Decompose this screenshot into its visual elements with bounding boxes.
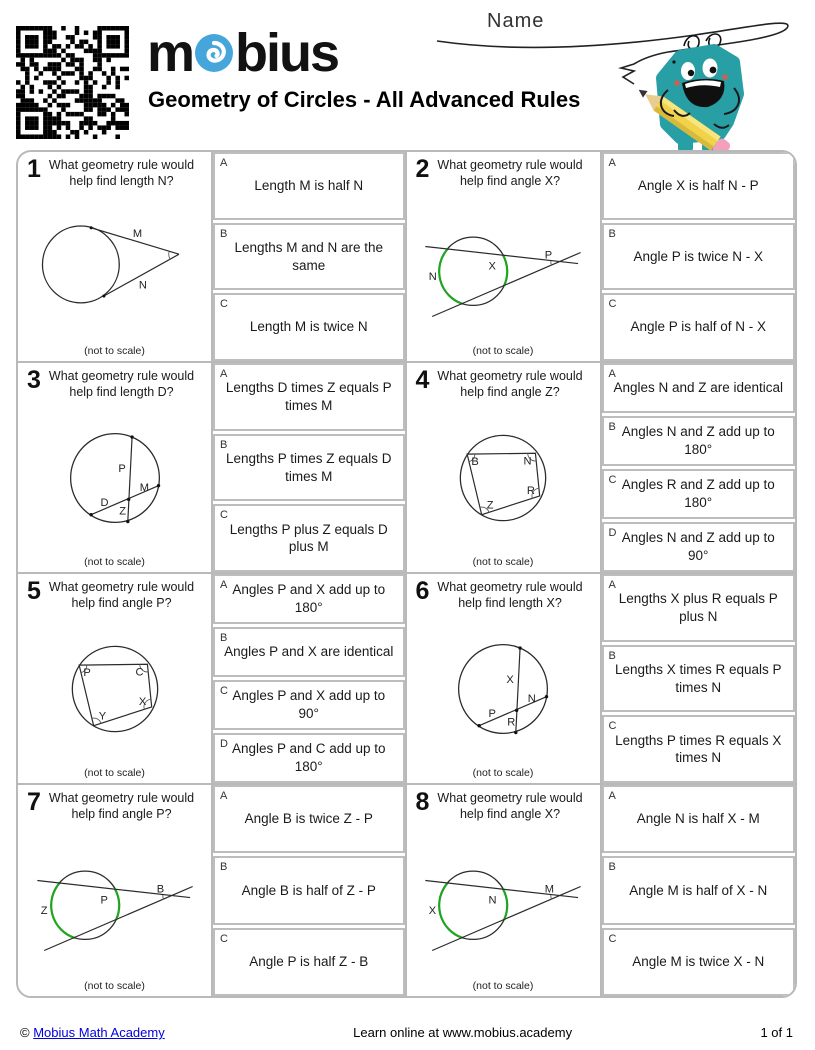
answer-box bbox=[602, 293, 796, 361]
answer-box bbox=[213, 223, 405, 291]
question-block-3 bbox=[18, 363, 407, 574]
answer-box bbox=[213, 733, 405, 783]
not-to-scale-note: (not to scale) bbox=[84, 556, 145, 568]
answer-box bbox=[213, 928, 405, 996]
question-8-area bbox=[407, 785, 602, 996]
question-block-5 bbox=[18, 574, 407, 785]
question-prompt: What geometry rule would help find angle P? bbox=[48, 580, 195, 611]
question-block-2 bbox=[407, 152, 796, 363]
answer-letter: B bbox=[608, 649, 616, 662]
not-to-scale-note: (not to scale) bbox=[84, 767, 145, 779]
answer-letter: B bbox=[220, 861, 228, 874]
question-prompt: What geometry rule would help find length N? bbox=[48, 158, 195, 189]
question-number: 3 bbox=[27, 366, 41, 394]
label-near-arc: P bbox=[99, 894, 108, 907]
answer-text: Lengths P plus Z equals D plus M bbox=[229, 521, 388, 555]
answer-letter: B bbox=[608, 861, 616, 874]
question-number: 8 bbox=[415, 788, 430, 816]
question-number: 7 bbox=[27, 788, 41, 816]
question-number: 5 bbox=[27, 577, 41, 605]
not-to-scale-note: (not to scale) bbox=[472, 767, 534, 779]
label-top-segment: M bbox=[132, 228, 142, 241]
answer-box bbox=[213, 434, 405, 502]
answer-letter: A bbox=[608, 368, 616, 380]
diagram-intersecting-chords-icon bbox=[407, 612, 600, 768]
label-right-segment: N bbox=[527, 693, 536, 706]
label-bottom-left-vertex: Y bbox=[98, 710, 106, 723]
question-block-6 bbox=[407, 574, 796, 785]
answer-letter: B bbox=[220, 438, 228, 451]
answer-text: Angles P and X add up to 90° bbox=[232, 688, 386, 721]
answer-box bbox=[213, 363, 405, 431]
answer-text: Angles N and Z add up to 90° bbox=[621, 530, 775, 563]
label-bottom-left-vertex: Z bbox=[486, 499, 494, 512]
answer-letter: C bbox=[608, 720, 617, 733]
label-left-segment: D bbox=[99, 497, 109, 510]
answer-text: Angle X is half N - P bbox=[637, 178, 759, 194]
diagram-intersecting-chords-icon bbox=[18, 401, 211, 557]
answers-column bbox=[213, 785, 405, 996]
mobius-academy-link[interactable]: Mobius Math Academy bbox=[33, 1025, 165, 1040]
answer-box bbox=[213, 152, 405, 220]
answer-text: Angle M is twice X - N bbox=[632, 954, 765, 970]
label-bottom-segment: N bbox=[138, 279, 147, 292]
label-top-right-vertex: C bbox=[134, 666, 143, 679]
label-upper-segment: P bbox=[117, 463, 126, 476]
copyright-symbol: © bbox=[20, 1025, 30, 1040]
answer-box bbox=[213, 680, 405, 730]
answer-text: Angles N and Z are identical bbox=[613, 380, 784, 396]
question-number: 4 bbox=[415, 366, 430, 394]
answer-box bbox=[213, 293, 405, 361]
answer-letter: C bbox=[608, 298, 617, 311]
label-lower-segment: R bbox=[507, 716, 516, 729]
answer-letter: A bbox=[608, 579, 616, 591]
footer-center-text: Learn online at www.mobius.academy bbox=[353, 1025, 573, 1040]
answer-text: Lengths P times R equals X times N bbox=[615, 732, 782, 766]
worksheet-title: Geometry of Circles - All Advanced Rules bbox=[148, 87, 581, 112]
diagram-tangent-lines-icon bbox=[18, 190, 211, 346]
answer-letter: C bbox=[220, 932, 228, 945]
answer-text: Angle N is half X - M bbox=[636, 811, 760, 827]
label-top-right-vertex: N bbox=[523, 455, 532, 468]
answer-letter: C bbox=[608, 474, 617, 486]
answer-letter: D bbox=[220, 738, 228, 750]
question-block-8 bbox=[407, 785, 796, 996]
answers-column bbox=[602, 152, 796, 361]
answer-letter: C bbox=[220, 509, 228, 522]
answer-text: Angle P is twice N - X bbox=[633, 248, 764, 264]
questions-grid bbox=[16, 150, 797, 998]
answer-text: Angles P and X are identical bbox=[224, 644, 394, 660]
question-block-4 bbox=[407, 363, 796, 574]
answer-box bbox=[602, 715, 796, 783]
answers-column bbox=[213, 574, 405, 783]
answer-letter: D bbox=[608, 527, 617, 539]
answer-box bbox=[602, 223, 796, 291]
question-block-1 bbox=[18, 152, 407, 363]
page-number: 1 of 1 bbox=[760, 1025, 793, 1040]
answer-letter: A bbox=[220, 579, 228, 591]
question-1-area bbox=[18, 152, 213, 361]
not-to-scale-note: (not to scale) bbox=[472, 556, 534, 568]
answer-box bbox=[602, 645, 796, 713]
label-bottom-right-vertex: R bbox=[526, 485, 535, 498]
answer-text: Angles P and C add up to 180° bbox=[231, 741, 386, 774]
question-prompt: What geometry rule would help find angle X? bbox=[437, 791, 583, 822]
answers-column bbox=[213, 363, 405, 572]
mobius-logo bbox=[147, 22, 338, 84]
diagram-secants-icon bbox=[407, 190, 600, 346]
not-to-scale-note: (not to scale) bbox=[84, 345, 145, 357]
answer-text: Lengths X plus R equals P plus N bbox=[618, 591, 778, 624]
answer-letter: B bbox=[608, 421, 616, 433]
answer-box bbox=[602, 152, 796, 220]
label-far-arc: X bbox=[428, 905, 437, 918]
label-bottom-right-vertex: X bbox=[138, 696, 146, 709]
answer-letter: A bbox=[608, 157, 616, 169]
answer-letter: C bbox=[220, 298, 228, 311]
answer-letter: A bbox=[220, 368, 228, 380]
answer-text: Length M is twice N bbox=[249, 319, 368, 335]
answer-box bbox=[602, 469, 796, 519]
label-top-left-vertex: P bbox=[82, 667, 91, 680]
answer-text: Angles P and X add up to 180° bbox=[232, 582, 386, 615]
answers-column bbox=[602, 574, 796, 783]
answer-text: Length M is half N bbox=[254, 178, 364, 194]
answer-text: Lengths P times Z equals D times M bbox=[225, 450, 392, 484]
question-prompt: What geometry rule would help find angle X? bbox=[437, 158, 583, 189]
answer-letter: B bbox=[608, 227, 616, 240]
diagram-secants-icon bbox=[407, 823, 600, 981]
question-2-area bbox=[407, 152, 602, 361]
answer-text: Lengths M and N are the same bbox=[234, 239, 384, 273]
not-to-scale-note: (not to scale) bbox=[472, 980, 534, 992]
not-to-scale-note: (not to scale) bbox=[84, 980, 145, 992]
question-4-area bbox=[407, 363, 602, 572]
label-left-segment: P bbox=[488, 708, 496, 721]
answer-box bbox=[213, 627, 405, 677]
question-3-area bbox=[18, 363, 213, 572]
question-prompt: What geometry rule would help find length X? bbox=[437, 580, 583, 611]
answer-letter: B bbox=[220, 632, 228, 644]
label-near-arc: X bbox=[488, 260, 496, 273]
answer-box bbox=[602, 522, 796, 572]
answer-box bbox=[213, 574, 405, 624]
question-block-7 bbox=[18, 785, 407, 996]
label-near-arc: N bbox=[488, 894, 497, 907]
answer-box bbox=[602, 785, 796, 853]
diagram-cyclic-quadrilateral-icon bbox=[18, 612, 211, 768]
question-6-area bbox=[407, 574, 602, 783]
label-right-segment: M bbox=[139, 482, 149, 495]
answer-box bbox=[213, 785, 405, 853]
answer-text: Angle M is half of X - N bbox=[629, 882, 768, 898]
answer-text: Lengths X times R equals P times N bbox=[614, 661, 782, 695]
copyright-line bbox=[20, 1025, 165, 1040]
label-vertex-angle: P bbox=[544, 249, 553, 262]
label-upper-segment: X bbox=[506, 674, 514, 687]
answer-letter: A bbox=[608, 790, 616, 802]
answer-box bbox=[602, 416, 796, 466]
answers-column bbox=[602, 363, 796, 572]
diagram-cyclic-quadrilateral-icon bbox=[407, 401, 600, 557]
answer-text: Angle P is half Z - B bbox=[249, 954, 369, 970]
answer-text: Angles N and Z add up to 180° bbox=[621, 424, 775, 457]
answer-box bbox=[602, 363, 796, 413]
label-vertex-angle: M bbox=[544, 883, 555, 896]
label-vertex-angle: B bbox=[156, 883, 164, 896]
answer-box bbox=[213, 504, 405, 572]
question-prompt: What geometry rule would help find angle P? bbox=[48, 791, 195, 822]
logo-o-swirl-icon bbox=[194, 24, 234, 64]
question-number: 1 bbox=[27, 155, 41, 183]
answer-box bbox=[213, 856, 405, 924]
mascot-monster-icon bbox=[622, 26, 772, 164]
page-footer bbox=[20, 1025, 793, 1040]
answer-letter: A bbox=[220, 790, 228, 802]
answer-box bbox=[602, 574, 796, 642]
question-number: 2 bbox=[415, 155, 430, 183]
answer-text: Lengths D times Z equals P times M bbox=[225, 380, 392, 413]
question-prompt: What geometry rule would help find length D? bbox=[48, 369, 195, 400]
label-top-left-vertex: B bbox=[471, 456, 479, 469]
answer-text: Angle P is half of N - X bbox=[630, 319, 767, 335]
logo-text-prefix: m bbox=[147, 23, 194, 83]
question-number: 6 bbox=[415, 577, 430, 605]
answer-text: Angle B is half of Z - P bbox=[241, 882, 376, 898]
answer-text: Angle B is twice Z - P bbox=[244, 811, 373, 827]
label-far-arc: Z bbox=[40, 905, 48, 918]
answer-letter: B bbox=[220, 227, 228, 240]
qr-code bbox=[16, 26, 129, 139]
answer-letter: C bbox=[220, 685, 228, 697]
answers-column bbox=[602, 785, 796, 996]
answer-text: Angles R and Z add up to 180° bbox=[621, 477, 775, 510]
label-lower-segment: Z bbox=[118, 505, 126, 518]
logo-text-suffix: bius bbox=[235, 23, 339, 83]
answer-box bbox=[602, 928, 796, 996]
question-7-area bbox=[18, 785, 213, 996]
answer-letter: C bbox=[608, 932, 617, 945]
not-to-scale-note: (not to scale) bbox=[472, 345, 534, 357]
label-far-arc: N bbox=[428, 271, 437, 284]
question-5-area bbox=[18, 574, 213, 783]
question-prompt: What geometry rule would help find angle Z? bbox=[437, 369, 583, 400]
name-label: Name bbox=[487, 10, 545, 32]
answer-letter: A bbox=[220, 157, 228, 169]
answer-box bbox=[602, 856, 796, 924]
answers-column bbox=[213, 152, 405, 361]
diagram-secants-icon bbox=[18, 823, 211, 981]
